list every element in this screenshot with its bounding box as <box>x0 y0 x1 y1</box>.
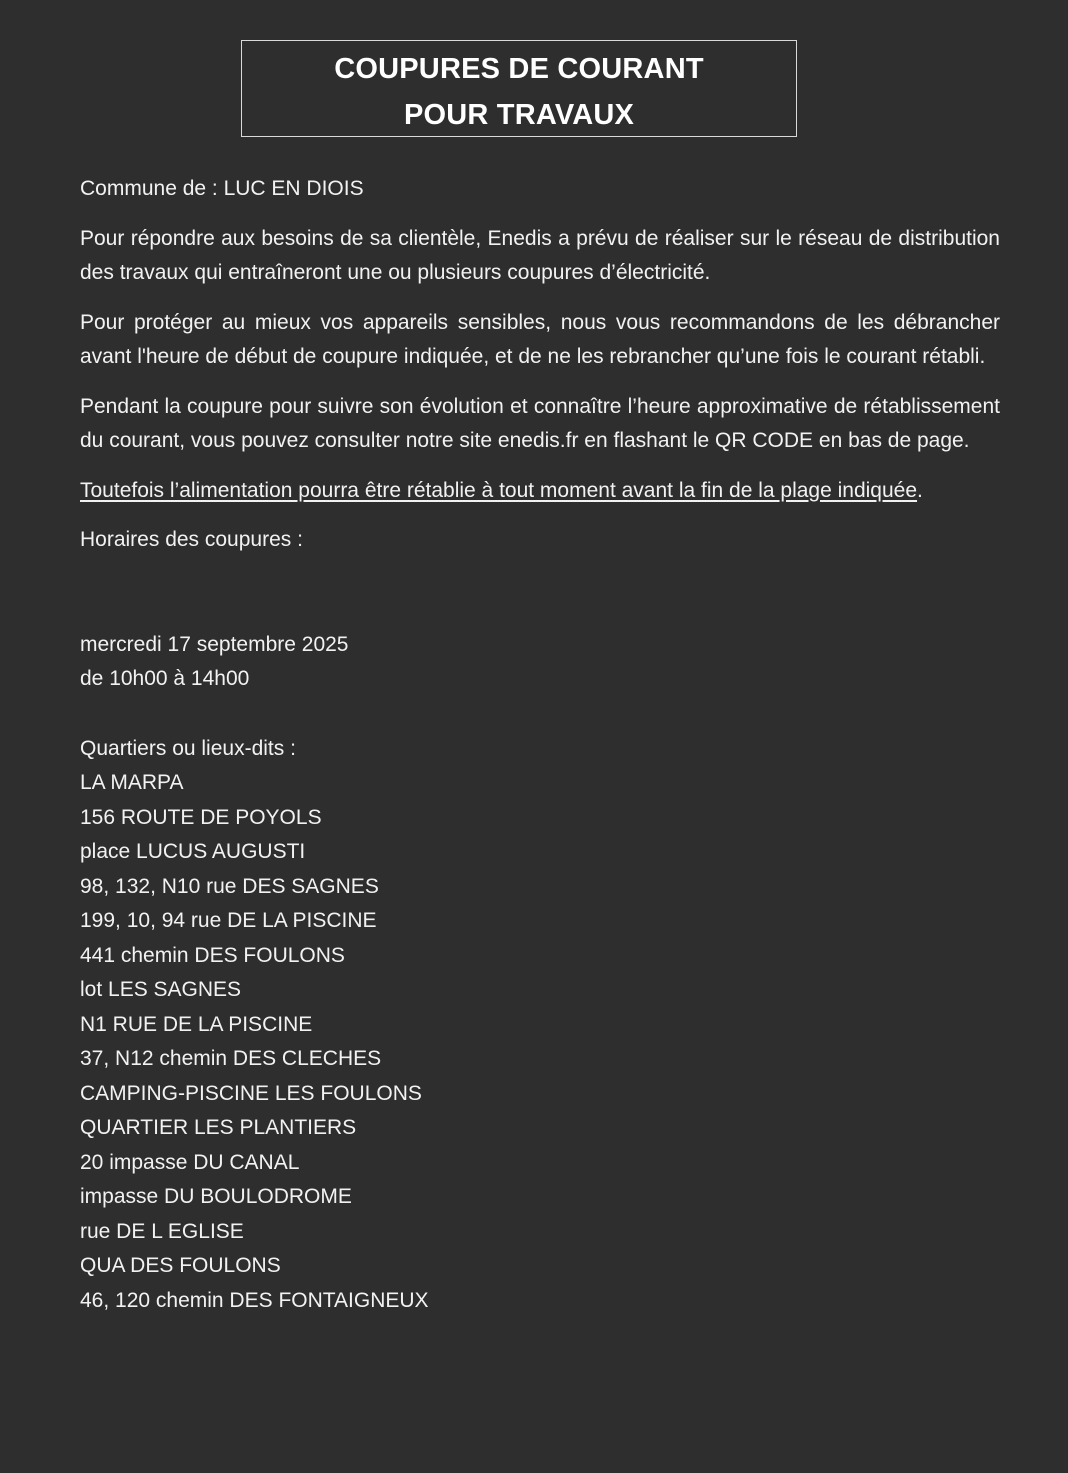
place-item: LA MARPA <box>80 771 184 794</box>
paragraph-protect-devices: Pour protéger au mieux vos appareils sensibles, nous vous recommandons de les débrancher avant l'heure de début de coupure indiquée, et de ne les rebrancher qu’une fois le courant rétabli. <box>80 310 1000 368</box>
schedule-block <box>80 628 1000 1319</box>
notice-line <box>80 474 1000 509</box>
place-item: 20 impasse DU CANAL <box>80 1150 300 1174</box>
paragraph-follow-outage: Pendant la coupure pour suivre son évolution et connaître l’heure approximative de rétablissement du courant, vous pouvez consulter notre site enedis.fr en flashant le QR CODE en bas de page. <box>80 394 1000 452</box>
place-item: 199, 10, 94 rue DE LA PISCINE <box>80 909 377 932</box>
paragraph-works: Pour répondre aux besoins de sa clientèle, Enedis a prévu de réaliser sur le réseau de distribution des travaux qui entraîneront une ou plusieurs coupures d’électricité. <box>80 226 1000 284</box>
outage-time: de 10h00 à 14h00 <box>80 667 250 690</box>
place-item: 98, 132, N10 rue DES SAGNES <box>80 874 379 898</box>
place-item: place LUCUS AUGUSTI <box>80 840 306 863</box>
place-item: N1 RUE DE LA PISCINE <box>80 1012 313 1036</box>
notice-content <box>80 172 1000 1318</box>
notice-period: . <box>917 478 923 502</box>
title-box <box>241 40 797 137</box>
place-item: QUA DES FOULONS <box>80 1254 281 1277</box>
place-item: 441 chemin DES FOULONS <box>80 943 345 967</box>
commune-line: Commune de : LUC EN DIOIS <box>80 177 364 200</box>
horaires-label: Horaires des coupures : <box>80 528 303 551</box>
place-item: QUARTIER LES PLANTIERS <box>80 1116 357 1139</box>
place-item: rue DE L EGLISE <box>80 1219 244 1243</box>
title-line-1: COUPURES DE COURANT <box>334 53 704 85</box>
place-item: 46, 120 chemin DES FONTAIGNEUX <box>80 1288 429 1312</box>
title-line-2: POUR TRAVAUX <box>403 99 635 131</box>
place-item: impasse DU BOULODROME <box>80 1185 352 1208</box>
place-item: lot LES SAGNES <box>80 978 242 1001</box>
places-list <box>80 766 1000 1318</box>
outage-date: mercredi 17 septembre 2025 <box>80 632 349 656</box>
place-item: CAMPING-PISCINE LES FOULONS <box>80 1081 422 1105</box>
place-item: 37, N12 chemin DES CLECHES <box>80 1047 382 1070</box>
notice-underlined-text: Toutefois l’alimentation pourra être rétablie à tout moment avant la fin de la plage indiquée <box>80 478 918 502</box>
places-label: Quartiers ou lieux-dits : <box>80 736 296 760</box>
place-item: 156 ROUTE DE POYOLS <box>80 805 322 829</box>
